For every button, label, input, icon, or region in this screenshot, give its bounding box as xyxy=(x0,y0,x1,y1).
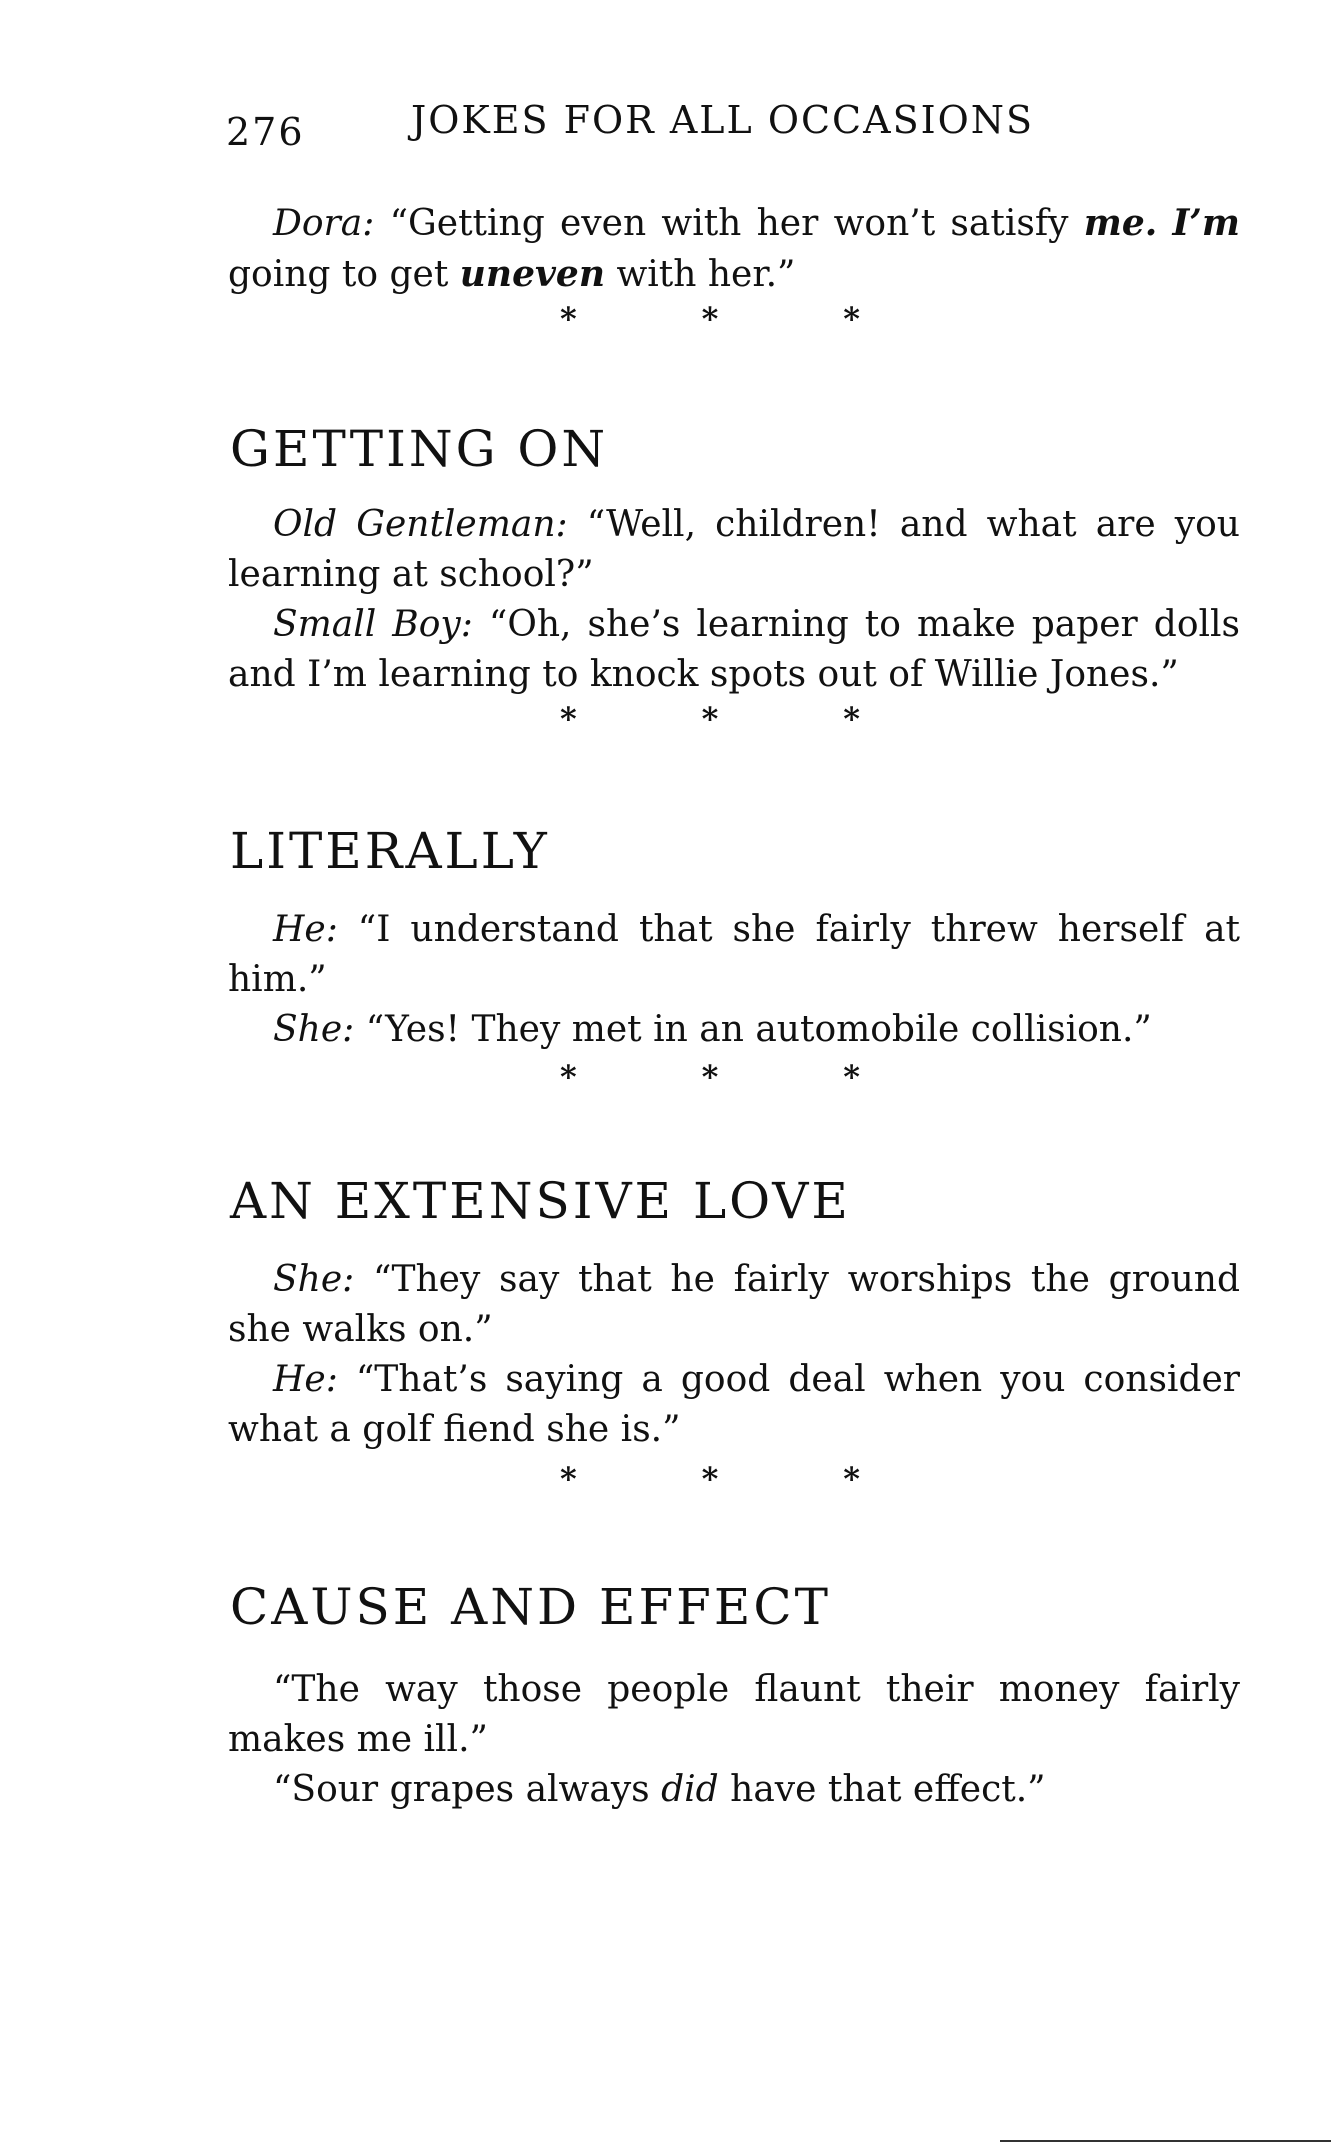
joke-body xyxy=(228,905,1240,1055)
joke-title: AN EXTENSIVE LOVE xyxy=(230,1172,851,1230)
dialogue-line: “The way those people flaunt their money fairly makes me ill.” xyxy=(228,1669,1240,1760)
dialogue-line: Old Gentleman: “Well, children! and what are you learning at school?” xyxy=(228,504,1240,595)
joke-body xyxy=(228,1255,1240,1455)
dialogue-line: He: “That’s saying a good deal when you consider what a golf fiend she is.” xyxy=(228,1359,1240,1450)
joke-body xyxy=(228,1665,1240,1815)
dialogue-line: She: “Yes! They met in an automobile collision.” xyxy=(273,1009,1152,1050)
section-separator: * * * xyxy=(560,1058,860,1096)
speaker: Old Gentleman: xyxy=(273,504,568,545)
speaker: He: xyxy=(273,1359,338,1400)
joke-title: LITERALLY xyxy=(230,822,550,880)
page-edge-rule xyxy=(1000,2140,1331,2142)
speaker: She: xyxy=(273,1259,355,1300)
opening-line: Dora: “Getting even with her won’t satisfy me. I’m going to get uneven with her.” xyxy=(228,202,1240,295)
joke-title: CAUSE AND EFFECT xyxy=(230,1578,831,1636)
opening-paragraph xyxy=(228,198,1240,300)
speaker: She: xyxy=(273,1009,355,1050)
page-number: 276 xyxy=(226,110,305,154)
running-title: JOKES FOR ALL OCCASIONS xyxy=(411,98,1035,142)
dialogue-line: She: “They say that he fairly worships the ground she walks on.” xyxy=(228,1259,1240,1350)
joke-title: GETTING ON xyxy=(230,420,609,478)
speaker: Dora: xyxy=(273,203,375,244)
speaker: He: xyxy=(273,909,338,950)
page-header xyxy=(226,98,1126,154)
section-separator: * * * xyxy=(560,700,860,738)
joke-body xyxy=(228,500,1240,700)
dialogue-line: “Sour grapes always did have that effect.” xyxy=(273,1769,1046,1810)
section-separator: * * * xyxy=(560,300,860,338)
section-separator: * * * xyxy=(560,1460,860,1498)
dialogue-line: He: “I understand that she fairly threw herself at him.” xyxy=(228,909,1240,1000)
speaker: Small Boy: xyxy=(273,604,473,645)
dialogue-line: Small Boy: “Oh, she’s learning to make paper dolls and I’m learning to knock spots out of Willie Jones.” xyxy=(228,604,1240,695)
